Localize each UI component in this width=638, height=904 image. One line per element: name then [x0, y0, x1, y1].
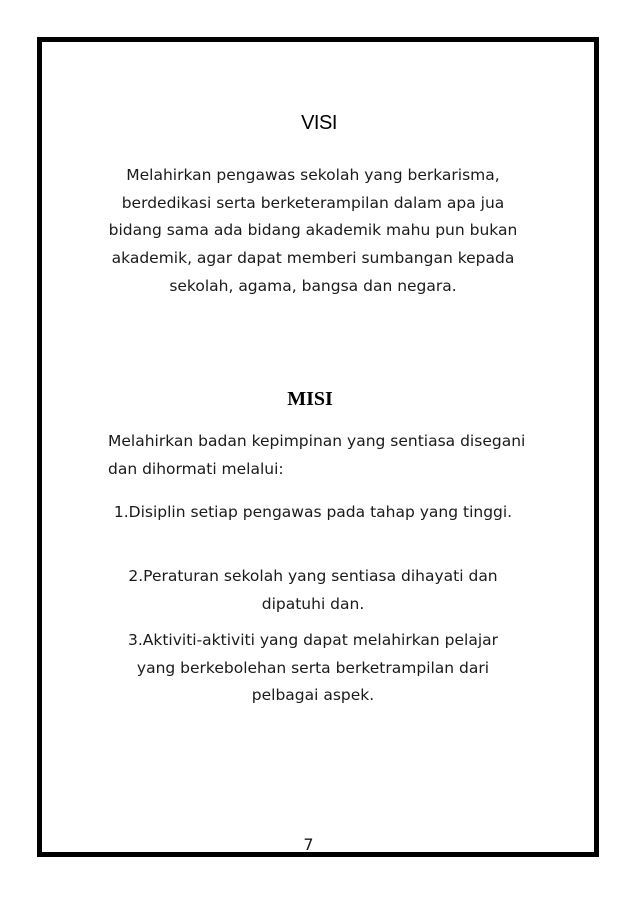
visi-heading: VISI [301, 112, 337, 134]
misi-item-1: 1.Disiplin setiap pengawas pada tahap yang tinggi. [113, 503, 513, 521]
page-number: 7 [303, 835, 314, 854]
misi-item-3: 3.Aktiviti-aktiviti yang dapat melahirkan pelajar yang berkebolehan serta berketrampilan dari pelbagai aspek. [127, 631, 499, 704]
visi-text: Melahirkan pengawas sekolah yang berkarisma, berdedikasi serta berketerampilan dalam apa jua bidang sama ada bidang akademik mahu pun bukan akademik, agar dapat memberi sumbangan kepada sekolah, agama, bangsa dan negara. [108, 166, 518, 295]
misi-heading: MISI [287, 388, 333, 410]
misi-item-2: 2.Peraturan sekolah yang sentiasa dihayati dan dipatuhi dan. [128, 567, 498, 613]
misi-intro: Melahirkan badan kepimpinan yang sentiasa disegani dan dihormati melalui: [108, 432, 526, 478]
